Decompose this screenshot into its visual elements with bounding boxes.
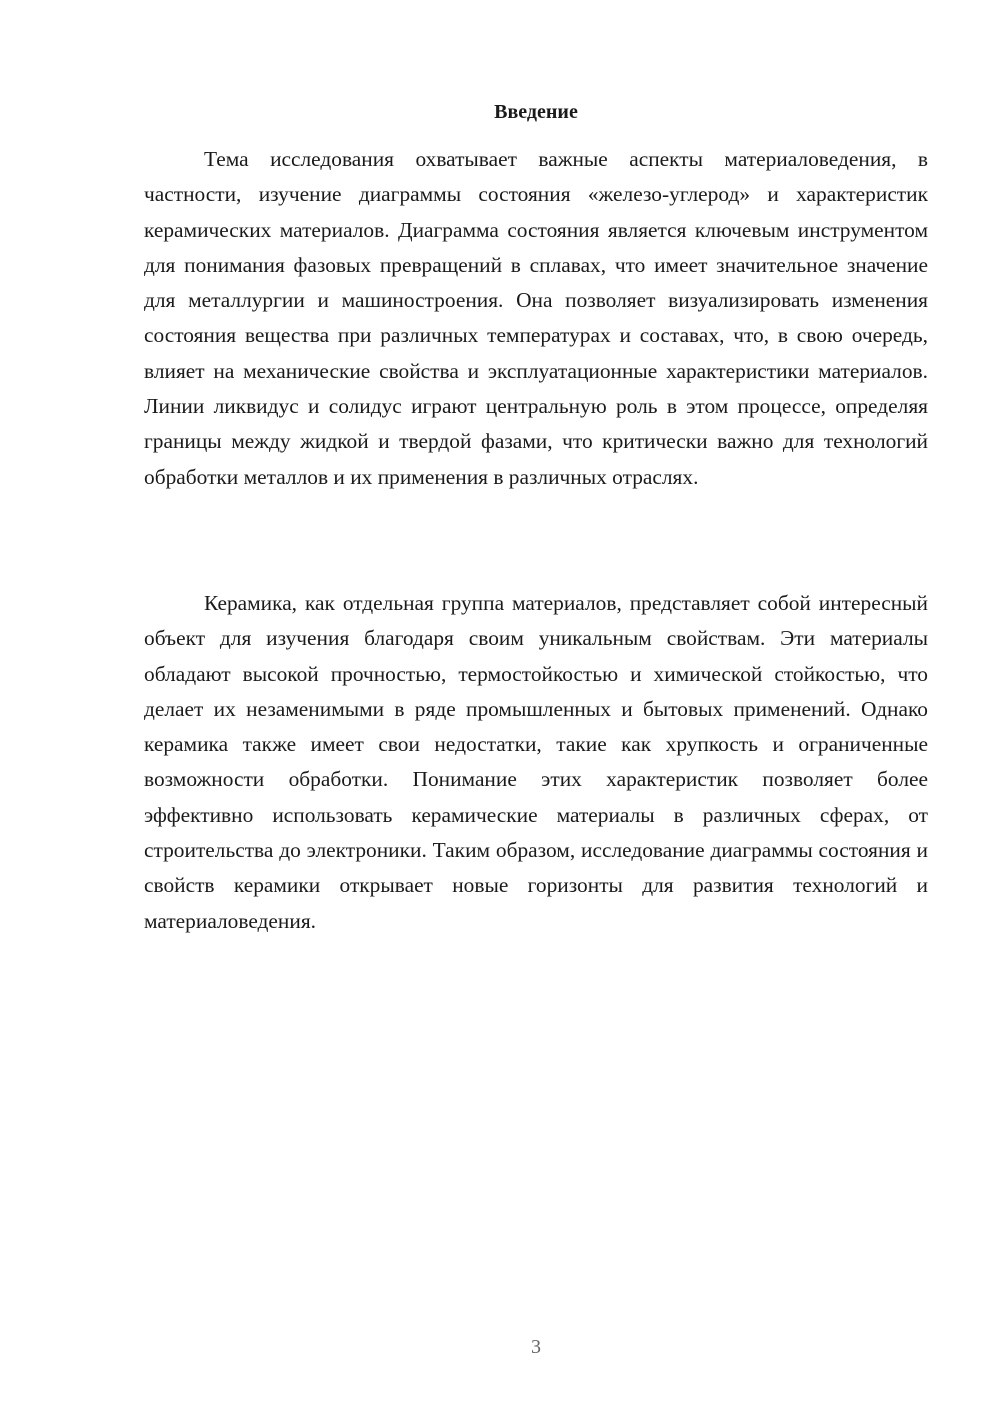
paragraph-ceramics: Керамика, как отдельная группа материалов, представляет собой интересный объект для изучения благодаря своим уникальным свойствам. Эти материалы обладают высокой прочностью, термостойкостью и химической стойкостью, что делает их незаменимыми в ряде промышленных и бытовых применений. Однако керамика также имеет свои недостатки, такие как хрупкость и ограниченные возможности обработки. Понимание этих характеристик позволяет более эффективно использовать керамические материалы в различных сферах, от строительства до электроники. Таким образом, исследование диаграммы состояния и свойств керамики открывает новые горизонты для развития технологий и материаловедения. (144, 591, 928, 933)
page-number: 3 (531, 1336, 541, 1358)
paragraph-introduction-topic: Тема исследования охватывает важные аспекты материаловедения, в частности, изучение диаграммы состояния «железо-углерод» и характеристик керамических материалов. Диаграмма состояния является ключевым инструментом для понимания фазовых превращений в сплавах, что имеет значительное значение для металлургии и машиностроения. Она позволяет визуализировать изменения состояния вещества при различных температурах и составах, что, в свою очередь, влияет на механические свойства и эксплуатационные характеристики материалов. Линии ликвидус и солидус играют центральную роль в этом процессе, определяя границы между жидкой и твердой фазами, что критически важно для технологий обработки металлов и их применения в различных отраслях. (144, 147, 928, 489)
section-title: Введение (494, 101, 578, 123)
